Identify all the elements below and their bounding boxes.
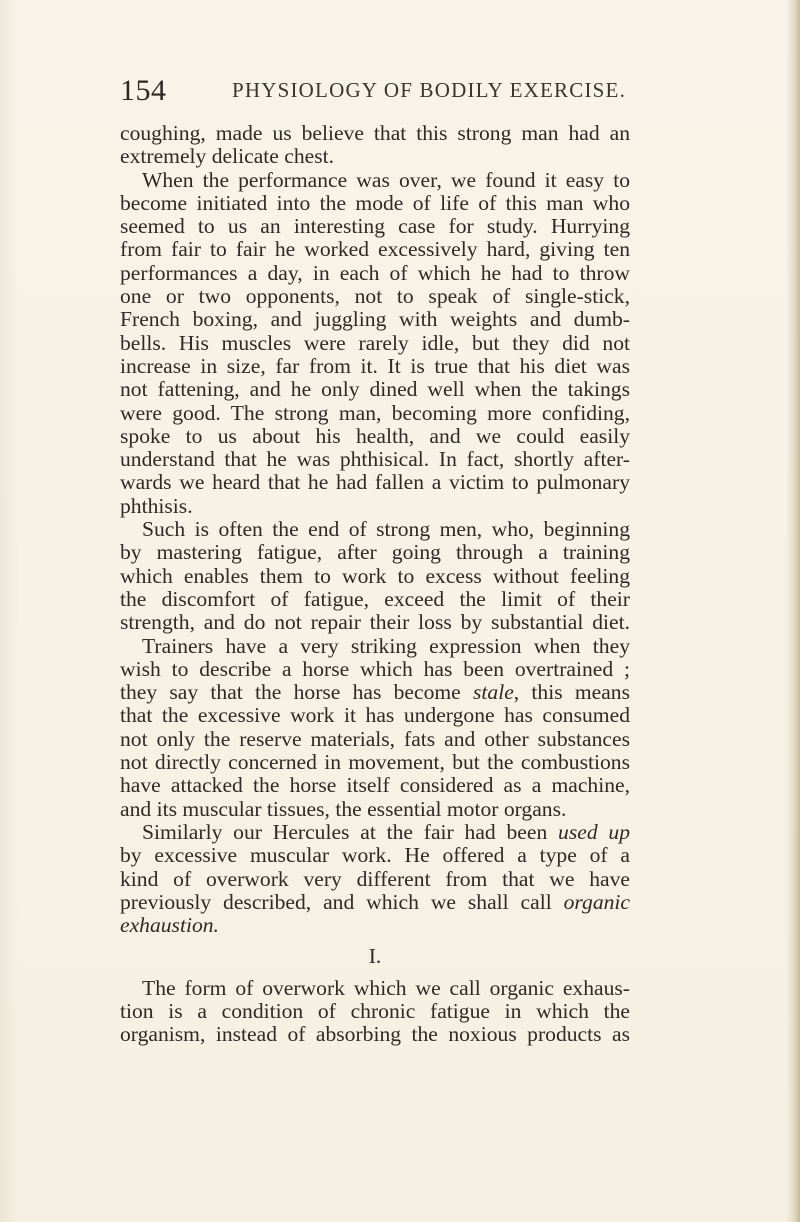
text-line xyxy=(120,471,630,494)
section-numeral: I. xyxy=(368,944,382,969)
line-text: they say that the horse has become xyxy=(120,680,473,705)
text-line xyxy=(120,751,630,774)
italic-term: stale xyxy=(473,680,514,705)
text-line xyxy=(120,122,630,145)
text-line xyxy=(120,402,630,425)
line-text: coughing, made us believe that this strong man had an xyxy=(120,121,630,145)
line-text: the discomfort of fatigue, exceed the limit of their xyxy=(120,586,630,611)
line-text: phthisis. xyxy=(120,493,193,518)
line-text: by mastering fatigue, after going through a training xyxy=(120,540,630,565)
line-text: one or two opponents, not to speak of single-stick, xyxy=(120,284,630,309)
line-text: The form of overwork which we call organic exhaus- xyxy=(142,975,630,1000)
text-line xyxy=(120,495,630,518)
text-line xyxy=(120,914,630,937)
text-line xyxy=(120,774,630,797)
line-text: not fattening, and he only dined well when the takings xyxy=(120,377,630,402)
text-line xyxy=(120,145,630,168)
line-text: increase in size, far from it. It is true that his diet was xyxy=(120,353,630,378)
text-line xyxy=(120,868,630,891)
text-line xyxy=(120,821,630,844)
text-line xyxy=(120,541,630,564)
text-line xyxy=(120,891,630,914)
text-line xyxy=(120,844,630,867)
text-line xyxy=(120,448,630,471)
line-text: spoke to us about his health, and we could easily xyxy=(120,423,630,448)
text-line xyxy=(120,192,630,215)
line-text: which enables them to work to excess without feeling xyxy=(120,563,630,588)
text-line xyxy=(120,262,630,285)
line-text: When the performance was over, we found it easy to xyxy=(142,167,630,192)
line-text: seemed to us an interesting case for study. Hurrying xyxy=(120,214,630,239)
text-line xyxy=(120,238,630,261)
line-text: tion is a condition of chronic fatigue in which the xyxy=(120,998,630,1023)
line-text: wish to describe a horse which has been overtrained ; xyxy=(120,656,630,681)
text-line xyxy=(120,611,630,634)
running-head xyxy=(120,74,630,114)
text-line xyxy=(120,635,630,658)
line-text: have attacked the horse itself considered as a machine, xyxy=(120,773,630,798)
line-text: Trainers have a very striking expression when they xyxy=(142,633,630,658)
line-text-after: , this means xyxy=(513,680,631,705)
running-title: PHYSIOLOGY OF BODILY EXERCISE. xyxy=(232,78,627,102)
text-line xyxy=(120,285,630,308)
text-line xyxy=(120,588,630,611)
line-text: bells. His muscles were rarely idle, but they did not xyxy=(120,330,630,355)
text-line xyxy=(120,1000,630,1023)
text-line xyxy=(120,977,630,1000)
line-text: performances a day, in each of which he had to throw xyxy=(120,260,630,285)
line-text: were good. The strong man, becoming more confiding, xyxy=(120,400,630,425)
line-text: not only the reserve materials, fats and other substances xyxy=(120,726,630,751)
text-line xyxy=(120,355,630,378)
text-line xyxy=(120,378,630,401)
line-text: wards we heard that he had fallen a victim to pulmonary xyxy=(120,470,630,495)
text-line xyxy=(120,798,630,821)
text-line xyxy=(120,565,630,588)
text-line xyxy=(120,518,630,541)
italic-term: used up xyxy=(558,819,630,844)
line-text: extremely delicate chest. xyxy=(120,144,335,169)
line-text: not directly concerned in movement, but the combustions xyxy=(120,750,630,775)
page-number: 154 xyxy=(120,74,167,107)
line-text: previously described, and which we shall call xyxy=(120,889,564,914)
text-line xyxy=(120,728,630,751)
line-text: understand that he was phthisical. In fact, shortly after- xyxy=(120,447,630,472)
line-text: French boxing, and juggling with weights and dumb- xyxy=(120,307,630,332)
line-text: Similarly our Hercules at the fair had been xyxy=(142,819,559,844)
line-text: and its muscular tissues, the essential motor organs. xyxy=(120,796,567,821)
text-line xyxy=(120,658,630,681)
line-text: kind of overwork very different from that we have xyxy=(120,866,630,891)
line-text: strength, and do not repair their loss by substantial diet. xyxy=(120,610,630,635)
italic-term: exhaustion. xyxy=(120,913,219,938)
text-line xyxy=(120,704,630,727)
text-line xyxy=(120,308,630,331)
line-text: by excessive muscular work. He offered a type of a xyxy=(120,843,630,868)
text-line xyxy=(120,425,630,448)
line-text: organism, instead of absorbing the noxious products as xyxy=(120,1022,630,1047)
text-line xyxy=(120,681,630,704)
text-line xyxy=(120,215,630,238)
body-text xyxy=(120,122,630,1047)
text-line xyxy=(120,1023,630,1046)
line-text: that the excessive work it has undergone has consumed xyxy=(120,703,630,728)
text-line xyxy=(120,169,630,192)
page-edge-shadow xyxy=(786,0,800,1222)
line-text: Such is often the end of strong men, who, beginning xyxy=(142,517,630,542)
line-text: from fair to fair he worked excessively hard, giving ten xyxy=(120,237,630,262)
text-line xyxy=(120,332,630,355)
line-text: become initiated into the mode of life of this man who xyxy=(120,190,630,215)
italic-term: organic xyxy=(563,889,630,914)
